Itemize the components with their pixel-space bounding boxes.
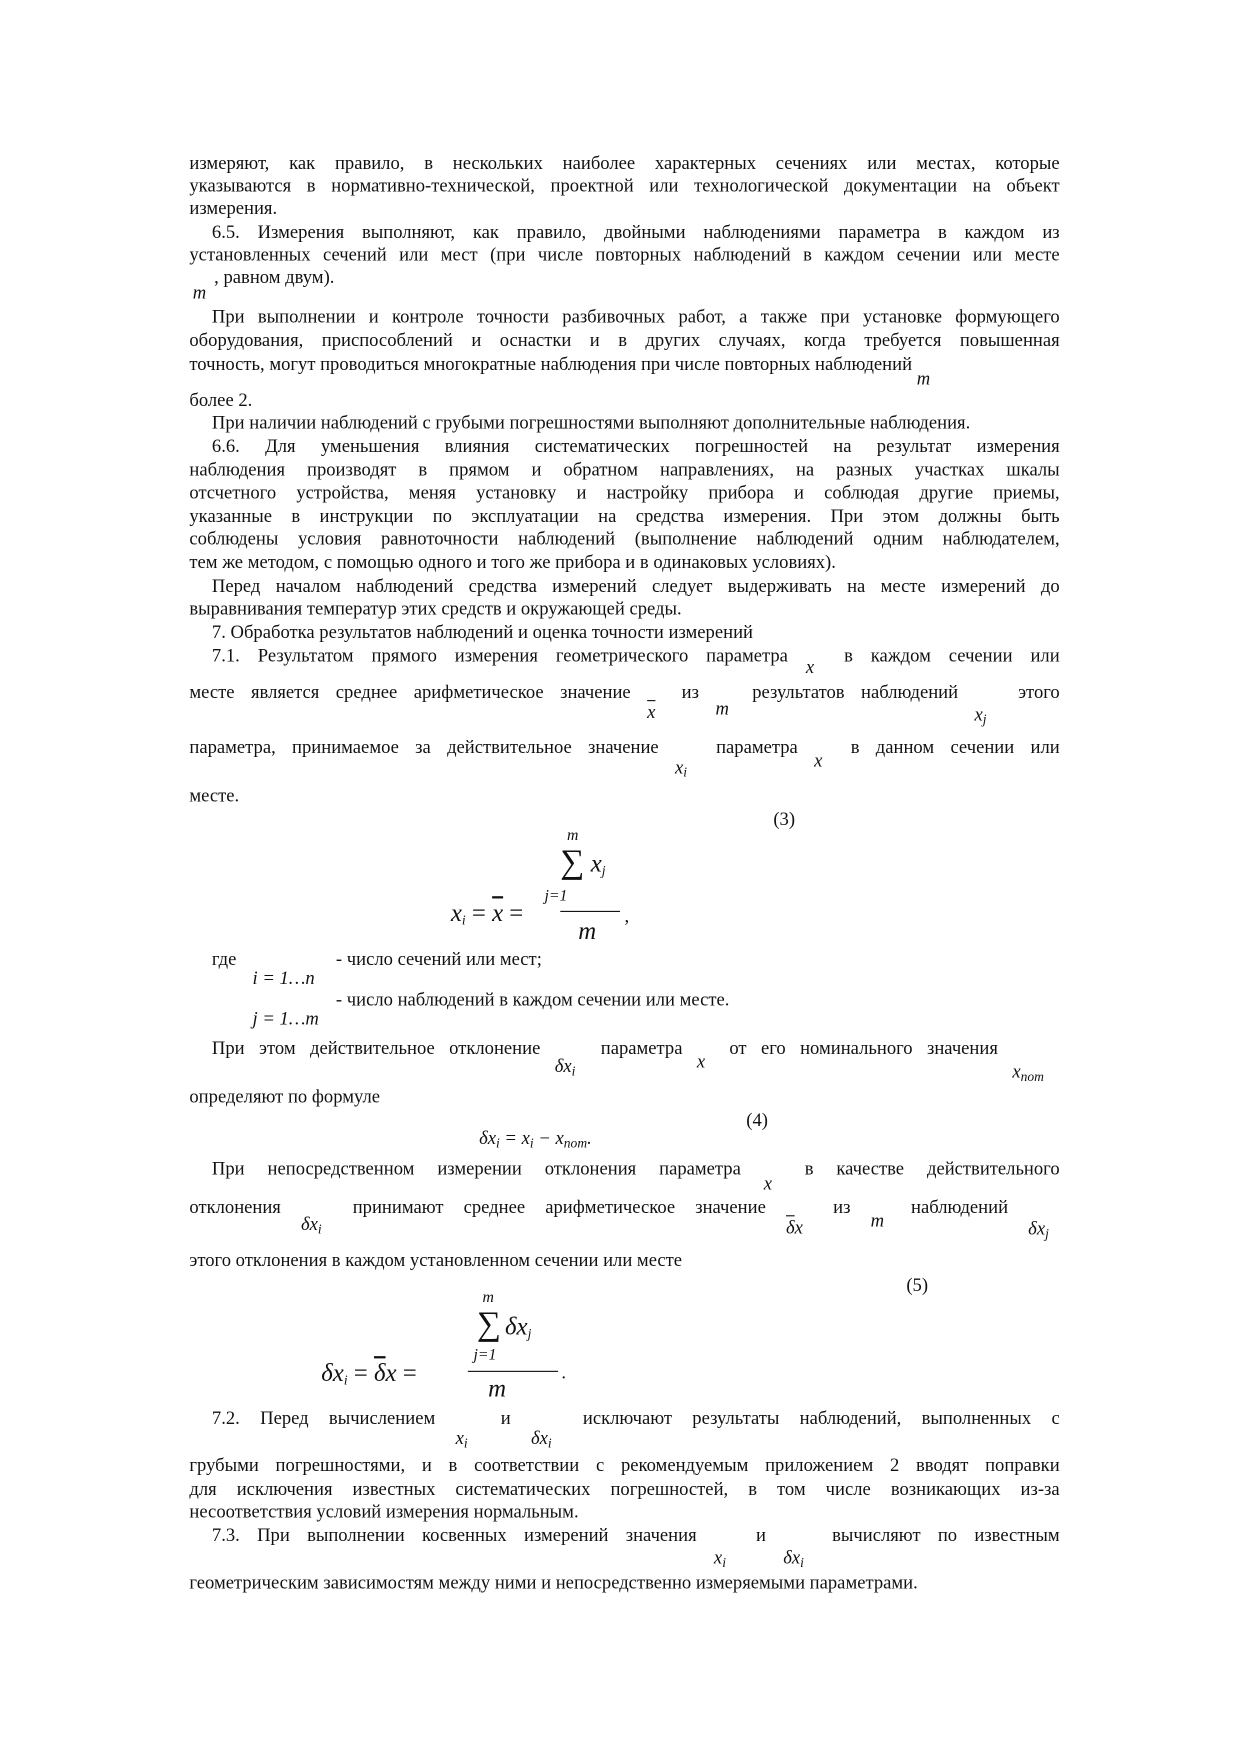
math-m: m xyxy=(192,281,207,304)
math-xnom: $x_{nom}$ xyxy=(1012,1060,1044,1085)
text-line: 6.6. Для уменьшения влияния систематических погрешностей на результат измерения xyxy=(211,435,1060,457)
text-line: грубыми погрешностями, и в соответствии с рекомендуемым приложением 2 вводят поправки xyxy=(189,1454,1060,1476)
text-line: измерения. xyxy=(189,197,278,219)
text-line: тем же методом, с помощью одного и того же прибора и в одинаковых условиях). xyxy=(189,551,836,573)
j-range: j = 1…m xyxy=(252,1007,319,1030)
math-xj: $x_j$ xyxy=(590,848,606,879)
text-line: этого отклонения в каждом установленном сечении или месте xyxy=(189,1249,683,1271)
sum-symbol: ∑ xyxy=(560,843,585,881)
section-heading: 7. Обработка результатов наблюдений и оценка точности измерений xyxy=(211,621,753,643)
math-xi: $x_i$ xyxy=(455,1427,468,1451)
text-line: наблюдения производят в прямом и обратном направлениях, на разных участках шкалы xyxy=(189,458,1060,481)
text-fragment: в данном сечении или xyxy=(850,736,1060,758)
math-xi: $x_i$ xyxy=(674,756,688,781)
text-line: измеряют, как правило, в нескольких наиболее характерных сечениях или местах, которые xyxy=(189,152,1060,174)
math-x: x xyxy=(763,1172,773,1194)
text-fragment: , равном двум). xyxy=(214,266,335,288)
fraction-bar xyxy=(560,911,620,912)
text-line: При наличии наблюдений с грубыми погрешностями выполняют дополнительные наблюдения. xyxy=(211,411,971,433)
denominator: m xyxy=(488,1374,507,1403)
text-fragment: 7.1. Результатом прямого измерения геометрического параметра xyxy=(211,644,788,667)
text-fragment: в каждом сечении или xyxy=(844,644,1060,667)
equation-lhs: $x_i = \overline{x}$ = xyxy=(450,898,524,928)
i-range: i = 1…n xyxy=(252,967,315,989)
math-xbar: $\overline{x}$ xyxy=(647,701,656,723)
text-fragment: параметра, принимаемое за действительное значение xyxy=(189,736,659,758)
math-dxj: $\delta x_j$ xyxy=(505,1312,532,1342)
denominator: m xyxy=(578,916,597,945)
where-label: где xyxy=(211,948,237,970)
text-line: соблюдены условия равноточности наблюдений (выполнение наблюдений одним наблюдателем, xyxy=(189,527,1060,549)
math-x: x xyxy=(696,1050,706,1073)
sum-symbol: ∑ xyxy=(476,1305,501,1343)
j-description: - число наблюдений в каждом сечении или месте. xyxy=(335,988,730,1011)
text-fragment: точность, могут проводиться многократные наблюдения при числе повторных наблюдений xyxy=(189,352,913,375)
text-fragment: параметра xyxy=(716,736,798,758)
equation-lhs: $\delta x_i = \overline{\delta}x$ = xyxy=(321,1358,417,1388)
text-fragment: этого xyxy=(1018,680,1060,703)
math-xi: $x_i$ xyxy=(713,1546,726,1571)
text-line: При выполнении и контроле точности разбивочных работ, а также при установке формующего xyxy=(211,305,1060,327)
math-dxi: $\delta x_i$ xyxy=(301,1212,322,1237)
math-dxi: $\delta x_i$ xyxy=(783,1546,804,1571)
text-line: 6.5. Измерения выполняют, как правило, двойными наблюдениями параметра в каждом из xyxy=(211,220,1060,243)
math-xj: $x_j$ xyxy=(974,703,987,728)
text-line: оборудования, приспособлений и оснастки и в других случаях, когда требуется повышенная xyxy=(189,329,1060,351)
text-line xyxy=(189,736,1060,781)
math-m: m xyxy=(715,697,729,720)
equation-number: (3) xyxy=(773,808,796,830)
period: . xyxy=(561,1361,567,1384)
text-line: несоответствия условий измерения нормальным. xyxy=(189,1500,579,1522)
text-line: 7.2. Перед вычислением $x_i$ и $\delta x_i$ исключают результаты наблюдений, выполненных с xyxy=(211,1406,1060,1451)
text-line: отсчетного устройства, меняя установку и настройку прибора и соблюдая другие приемы, xyxy=(189,481,1060,503)
text-line: отклонения $\delta x_i$ принимают среднее арифметическое значение $\overline{\delta}x$ из m наблюдений $\delta x_j$ xyxy=(189,1196,1049,1242)
text-line xyxy=(189,680,1060,728)
fraction-bar xyxy=(468,1371,558,1372)
text-line: 7.3. При выполнении косвенных измерений значения $x_i$ и $\delta x_i$ вычисляют по известным xyxy=(211,1524,1060,1571)
text-fragment: месте является среднее арифметическое значение xyxy=(189,680,631,703)
math-x: x xyxy=(814,749,823,772)
text-line xyxy=(189,352,1059,389)
equation-4: $\delta x_i = x_i - x_{nom}$. xyxy=(479,1127,592,1151)
text-line: более 2. xyxy=(189,388,253,411)
text-line: для исключения известных систематических погрешностей, в том числе возникающих из-за xyxy=(189,1477,1060,1500)
comma: , xyxy=(624,905,630,927)
sum-upper: m xyxy=(567,827,579,845)
sum-lower: j=1 xyxy=(473,1347,497,1365)
text-line: Перед началом наблюдений средства измерений следует выдерживать на месте измерений до xyxy=(211,574,1060,597)
text-line: выравнивания температур этих средств и окружающей среды. xyxy=(189,597,682,619)
math-dxbar: $\overline{\delta}x$ xyxy=(785,1216,803,1238)
text-line: геометрическим зависимостям между ними и непосредственно измеряемыми параметрами. xyxy=(189,1571,918,1593)
math-m: m xyxy=(870,1209,885,1232)
text-fragment: результатов наблюдений xyxy=(752,680,959,703)
text-line: указанные в инструкции по эксплуатации на средства измерения. При этом должны быть xyxy=(189,505,1060,527)
i-description: - число сечений или мест; xyxy=(335,948,542,970)
math-dxi: $\delta x_i$ xyxy=(554,1055,576,1079)
equation-number: (5) xyxy=(906,1273,929,1296)
sum-upper: m xyxy=(482,1289,494,1307)
text-line: установленных сечений или мест (при числе повторных наблюдений в каждом сечении или месте xyxy=(189,243,1060,265)
equation-number: (4) xyxy=(746,1109,768,1131)
text-line: При непосредственном измерении отклонения параметра x в качестве действительного xyxy=(211,1157,1060,1194)
math-x: x xyxy=(805,656,815,678)
text-line: определяют по формуле xyxy=(189,1085,381,1108)
text-line: При этом действительное отклонение $\delta x_i$ параметра x от его номинального значения $x_{nom}$ xyxy=(211,1037,1044,1085)
math-m: m xyxy=(916,367,931,389)
math-dxj: $\delta x_j$ xyxy=(1028,1217,1049,1242)
math-dxi: $\delta x_i$ xyxy=(530,1427,552,1451)
text-line: указываются в нормативно-технической, проектной или технологической документации на объект xyxy=(189,174,1060,197)
text-fragment: из xyxy=(681,680,699,703)
sum-lower: j=1 xyxy=(544,888,568,906)
text-line: месте. xyxy=(189,784,240,807)
text-line xyxy=(211,644,1060,678)
